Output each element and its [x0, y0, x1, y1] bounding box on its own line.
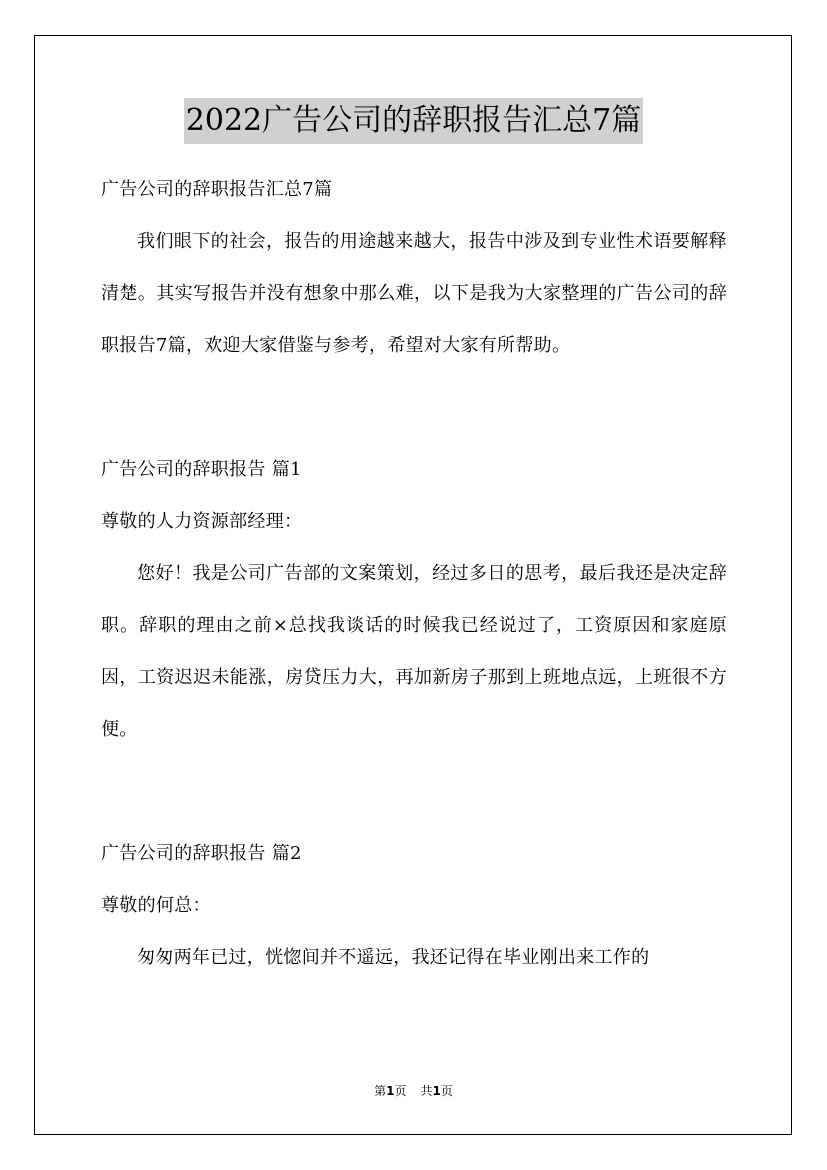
document-title: 2022广告公司的辞职报告汇总7篇: [184, 98, 643, 144]
page-footer: [0, 1083, 827, 1099]
section-body: 您好！我是公司广告部的文案策划，经过多日的思考，最后我还是决定辞职。辞职的理由之前×总找我谈话的时候我已经说过了，工资原因和家庭原因，工资迟迟未能涨，房贷压力大，再加新房子那到上班地点远，上班很不方便。: [101, 563, 727, 740]
page-number: 1: [386, 1084, 395, 1098]
total-pages: 1: [432, 1084, 441, 1098]
section-gap: [101, 756, 727, 828]
section-body: 匆匆两年已过，恍惚间并不遥远，我还记得在毕业刚出来工作的: [137, 947, 650, 968]
intro-paragraph: 我们眼下的社会，报告的用途越来越大，报告中涉及到专业性术语要解释清楚。其实写报告并没有想象中那么难，以下是我为大家整理的广告公司的辞职报告7篇，欢迎大家借鉴与参考，希望对大家有所帮助。: [101, 231, 727, 356]
total-prefix: 共: [420, 1084, 433, 1098]
page-prefix: 第: [374, 1084, 387, 1098]
section-heading: 广告公司的辞职报告 篇1: [101, 459, 302, 480]
section-salutation: 尊敬的何总：: [101, 895, 211, 916]
document-subtitle: 广告公司的辞职报告汇总7篇: [101, 179, 333, 200]
title-wrapper: [0, 98, 827, 144]
section-gap: [101, 372, 727, 444]
section-heading: 广告公司的辞职报告 篇2: [101, 843, 302, 864]
page-suffix: 页: [394, 1084, 407, 1098]
document-body: [101, 164, 727, 984]
section-salutation: 尊敬的人力资源部经理：: [101, 511, 303, 532]
total-suffix: 页: [440, 1084, 453, 1098]
